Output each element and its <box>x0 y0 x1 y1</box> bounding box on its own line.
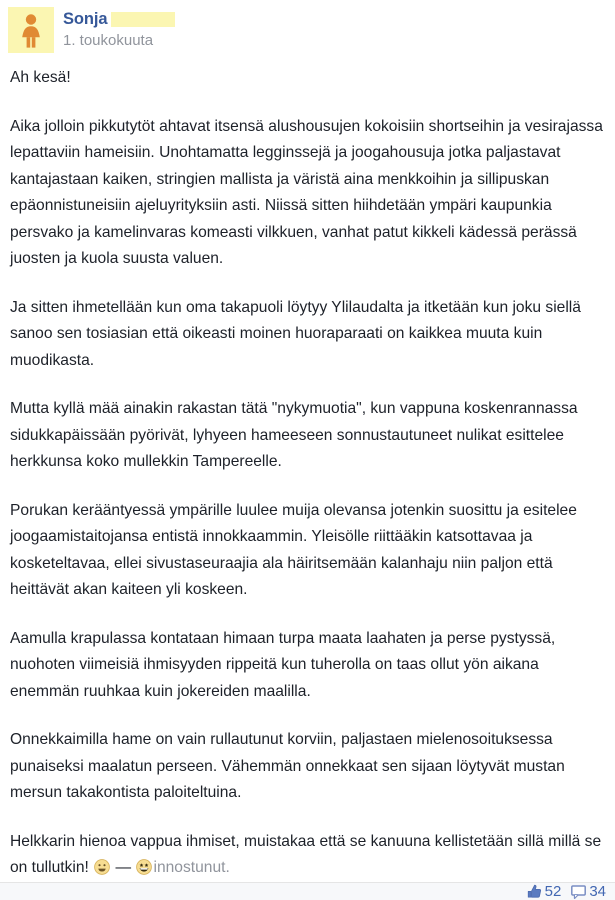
post-paragraph: Ja sitten ihmetellään kun oma takapuoli löytyy Ylilaudalta ja itketään kun joku siellä sanoo sen tosiasian että oikeasti moinen huoraparaati on kaikkea muuta kuin muodikasta. <box>10 298 581 369</box>
post-paragraph-final <box>10 829 605 882</box>
post-paragraph: Ah kesä! <box>10 69 71 86</box>
grinning-face-with-star-eyes-emoji <box>136 859 152 875</box>
comment-count: 34 <box>589 882 606 900</box>
final-paragraph-separator: — <box>111 859 136 876</box>
post-date[interactable]: 1. toukokuuta <box>63 32 154 49</box>
post-body <box>0 53 615 882</box>
post-paragraph: Onnekkaimilla hame on vain rullautunut korviin, paljastaen mielenosoituksessa punaiseksi maalatun perseen. Vähemmän onnekkaat sen sijaan löytyvät mustan mersun takakontista paloiteltuina. <box>10 731 565 801</box>
post-paragraph: Mutta kyllä mää ainakin rakastan tätä "nykymuotia", kun vappuna koskenrannassa sidukkapäissään pyörivät, lyhyeen hameeseen sonnustautuneet nulikat esittelee herkkunsa koko mullekkin Tampereelle. <box>10 400 578 470</box>
author-name[interactable]: Sonja <box>63 10 108 28</box>
thumbs-up-icon <box>526 883 543 900</box>
avatar[interactable] <box>8 7 54 53</box>
post-header <box>0 0 615 53</box>
like-counter[interactable] <box>526 883 562 900</box>
author-row <box>63 8 175 30</box>
female-figure-icon <box>8 7 54 53</box>
redacted-surname-block <box>111 12 175 27</box>
mood-label: innostunut. <box>153 859 230 876</box>
post-meta <box>63 7 175 51</box>
comment-bubble-icon <box>570 883 587 900</box>
post-paragraph: Aamulla krapulassa kontataan himaan turpa maata laahaten ja perse pystyssä, nuohoten viimeisiä ihmisyyden rippeitä kun tuherolla on taas ollut yön aikana enemmän ruuhkaa kuin jokereiden maalilla. <box>10 629 556 700</box>
neutral-smiling-face-emoji <box>94 859 110 875</box>
post-paragraph: Aika jolloin pikkutytöt ahtavat itsensä alushousujen kokoisiin shortseihin ja vesirajassa lepattaviin hameisiin. Unohtamatta legginssejä ja joogahousuja jotka paljastavat kantajastaan kaiken, stringien mallista ja väristä aina menkkoihin ja sillipuskan epäonnistuneisiin ajeluyrityksiin asti. Niissä sitten hiihdetään ympäri kaupunkia persvako ja kamelinvaras komeasti vilkkuen, vanhat patut kikkeli kädessä perässä juosten ja kuola suusta valuen. <box>10 117 603 267</box>
final-paragraph-text: Helkkarin hienoa vappua ihmiset, muistakaa että se kanuuna kellistetään sillä millä se on tullutkin! <box>10 832 602 876</box>
like-count: 52 <box>544 882 562 900</box>
comment-counter[interactable] <box>570 883 606 900</box>
post-footer <box>0 882 615 900</box>
post-paragraph: Porukan kerääntyessä ympärille luulee muija olevansa jotenkin suosittu ja esitelee joogaamistaitojansa entistä innokkaammin. Yleisölle riittääkin katsottavaa ja kosketeltavaa, ellei sivustaseuraajia ala häiritsemään kalanhaju niin paljon että heittävät akan kaiteen yli koskeen. <box>10 501 577 598</box>
